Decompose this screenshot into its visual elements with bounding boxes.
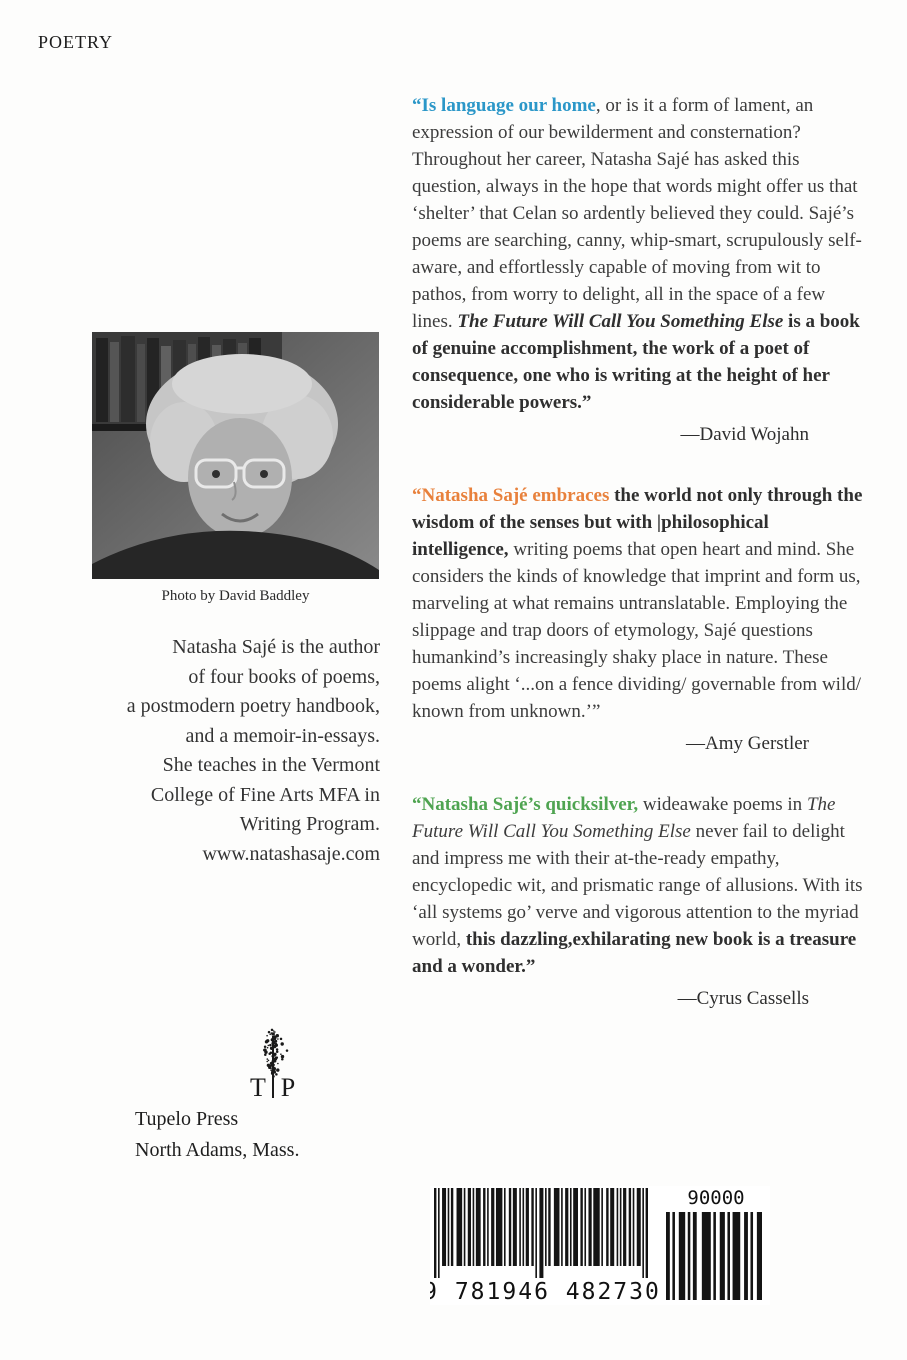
logo-letter-p: P <box>280 1073 296 1102</box>
tupelo-press-logo <box>243 1026 303 1106</box>
blurb <box>412 92 864 446</box>
blurb-segment: “Natasha Sajé’s quicksilver, <box>412 794 643 815</box>
bio-line: College of Fine Arts MFA in <box>150 783 380 806</box>
blurb-segment: wideawake poems in <box>642 794 807 815</box>
logo-letter-t: T <box>250 1073 266 1102</box>
blurb-attribution: —Cyrus Cassells <box>677 988 809 1009</box>
blurb-text <box>412 791 864 980</box>
blurb-segment: The Future Will Call You Something Else <box>412 794 836 842</box>
bio-line: Writing Program. <box>239 813 380 835</box>
blurb-segment: never fail to delight and impress me with their at-the-ready empathy, encyclopedic wit, and prismatic range of allusions. With its ‘all systems go’ verve and vigorous attention to the myriad world, <box>412 821 863 950</box>
bio-line: of four books of poems, <box>188 665 380 688</box>
blurb-segment: writing poems that open heart and mind. She considers the kinds of knowledge that imprint and form us, marveling at what remains untranslatable. Employing the slippage and trap doors of etymology, Sajé questions humankind’s increasingly shaky place in nature. These poems alight ‘...on a fence dividing/ governable from wild/ known from unknown.’” <box>412 539 862 722</box>
author-photo-illustration <box>92 332 379 579</box>
blurb-segment: , or is it a form of lament, an expression of our bewilderment and consternation? Throughout her career, Natasha Sajé has asked this question, always in the hope that words might offer us that ‘shelter’ that Celan so ardently believed they could. Sajé’s poems are searching, canny, whip-smart, scrupulously self-aware, and effortlessly capable of moving from wit to pathos, from worry to delight, all in the space of a few lines. <box>412 95 862 332</box>
author-bio <box>40 633 380 869</box>
bio-line: She teaches in the Vermont <box>162 754 380 776</box>
author-photo <box>92 332 379 579</box>
publisher-location: North Adams, Mass. <box>135 1139 300 1161</box>
bio-line: and a memoir-in-essays. <box>185 724 380 747</box>
photo-caption: Photo by David Baddley <box>161 588 310 604</box>
bio-line: Natasha Sajé is the author <box>172 636 380 658</box>
blurb-segment: the world not only through the wisdom of the senses but with |philosophical intelligence, <box>412 485 863 560</box>
bio-line: www.natashasaje.com <box>202 842 380 865</box>
blurb-segment: “Is language our home <box>412 95 596 116</box>
blurb-attribution: —Amy Gerstler <box>686 733 809 754</box>
blurb <box>412 791 864 1010</box>
blurb <box>412 482 864 755</box>
barcode <box>430 1186 770 1305</box>
blurb-text <box>412 92 864 416</box>
bio-line: a postmodern poetry handbook, <box>126 695 380 717</box>
blurbs <box>412 92 864 1046</box>
blurb-segment: this dazzling,exhilarating new book is a treasure and a wonder.” <box>412 929 857 977</box>
face <box>188 418 292 538</box>
category-label: POETRY <box>38 32 114 52</box>
barcode-isbn: 9 781946 482730 <box>430 1279 661 1305</box>
publisher-name: Tupelo Press <box>135 1108 239 1130</box>
tupelo-tree-foliage <box>263 1029 288 1078</box>
blurb-attribution: —David Wojahn <box>680 424 809 445</box>
barcode-price-code: 90000 <box>687 1187 745 1209</box>
barcode-addon-bars <box>666 1212 762 1300</box>
blurb-segment: “Natasha Sajé embraces <box>412 485 615 506</box>
blurb-segment: The Future Will Call You Something Else <box>457 311 784 332</box>
barcode-svg <box>430 1186 770 1305</box>
blurb-text <box>412 482 864 725</box>
blurb-segment: is a book of genuine accomplishment, the work of a poet of consequence, one who is writing at the height of her considerable powers.” <box>412 311 860 413</box>
